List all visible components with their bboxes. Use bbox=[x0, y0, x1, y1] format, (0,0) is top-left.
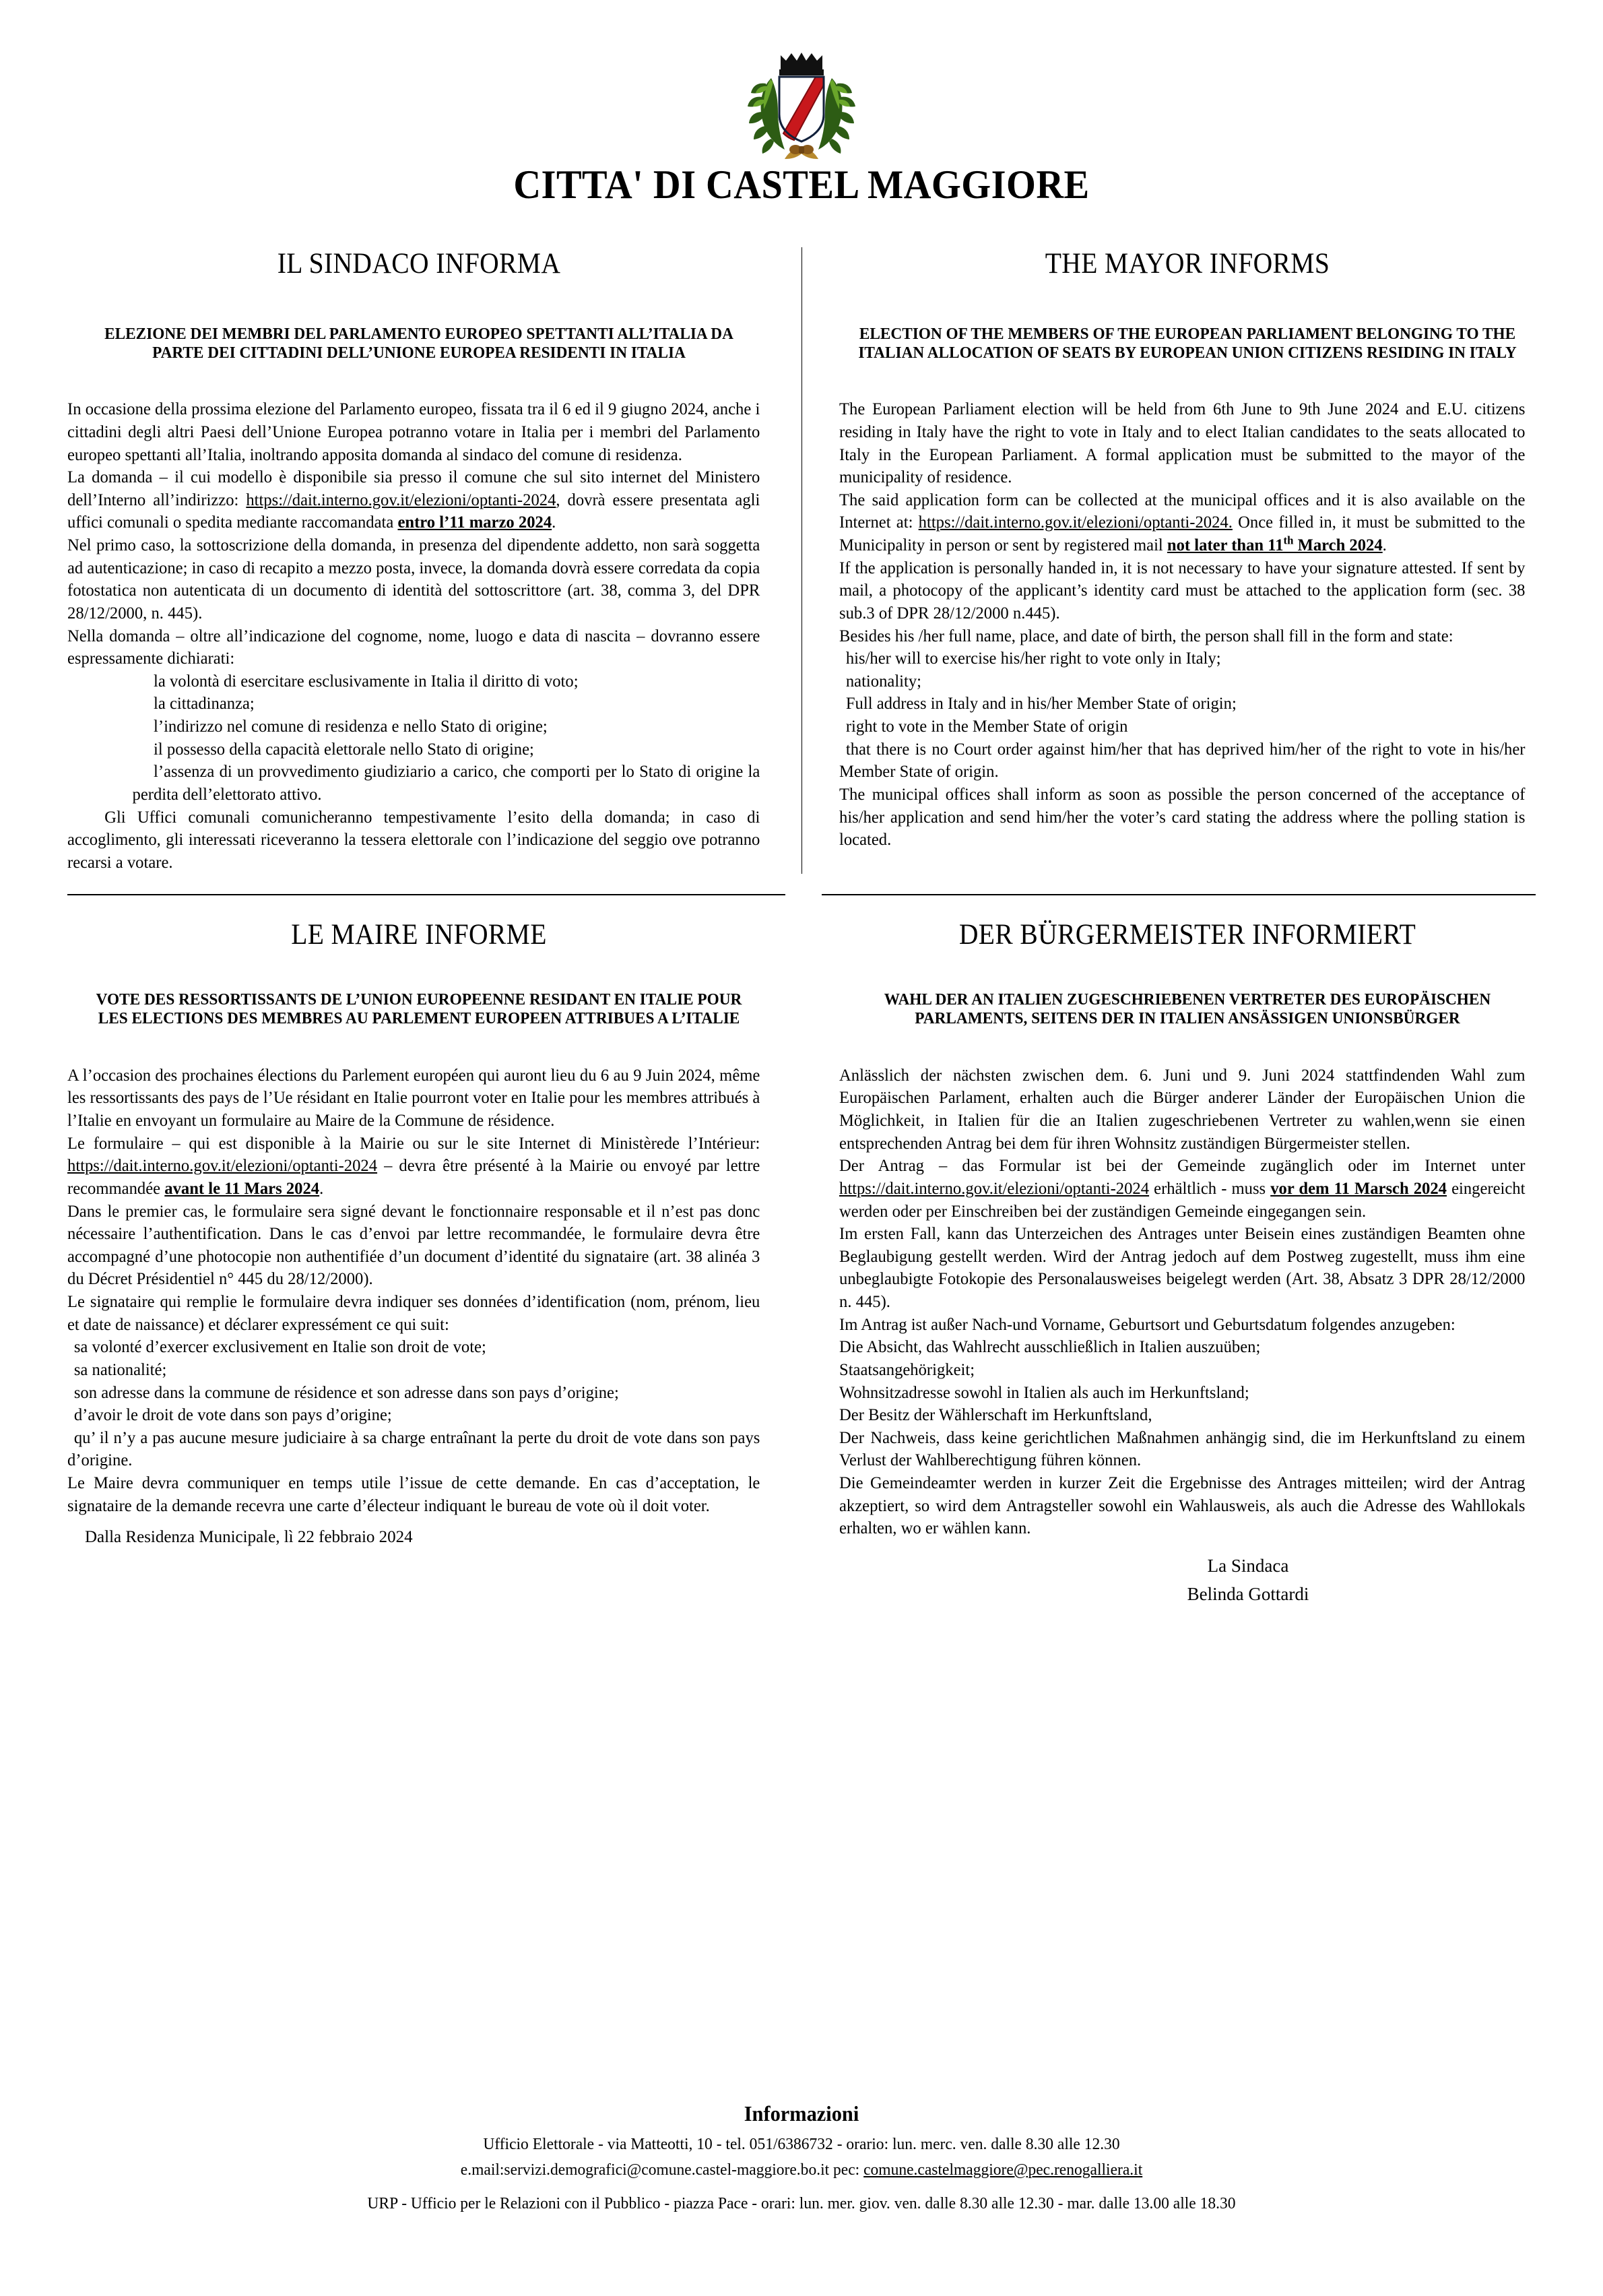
paragraph-text: La domanda – il cui modello è disponibile sia presso il comune che sul sito internet del Ministero dell’Interno all’indirizzo: bbox=[67, 468, 760, 509]
list-item: l’assenza di un provvedimento giudiziario a carico, che comporti per lo Stato di origine la perdita dell’elettorato attivo. bbox=[132, 763, 760, 804]
footer-title: Informazioni bbox=[744, 2101, 859, 2126]
paragraph: Die Gemeindeamter werden in kurzer Zeit die Ergebnisse des Antrages mitteilen; wird der Antrag akzeptiert, so wird dem Antragsteller sowohl ein Wahlausweis, als auch die Adresse des Wahllokals erhalten, wo er wählen kann. bbox=[839, 1474, 1526, 1538]
section-body-german bbox=[839, 1064, 1525, 1540]
paragraph-text: Der Antrag – das Formular ist bei der Gemeinde zugänglich oder im Internet unter bbox=[839, 1157, 1526, 1176]
pec-email-link[interactable]: comune.castelmaggiore@pec.renogalliera.it bbox=[863, 2161, 1143, 2179]
list-item: l’indirizzo nel comune di residenza e nello Stato di origine; bbox=[154, 718, 548, 736]
section-title-english: THE MAYOR INFORMS bbox=[1045, 248, 1330, 280]
separator-right bbox=[802, 894, 1536, 895]
paragraph: Nel primo caso, la sottoscrizione della domanda, in presenza del dipendente addetto, non sarà soggetta ad autenticazione; in caso di recapito a mezzo posta, invece, la domanda dovrà essere corredata da copia fotostatica non autenticata di un documento di identità del sottoscrittore (art. 38, comma 3, del DPR 28/12/2000, n. 445). bbox=[67, 536, 760, 623]
list-item: that there is no Court order against him/her that has deprived him/her of the right to vote in his/her Member State of origin. bbox=[839, 740, 1526, 782]
list-item: Full address in Italy and in his/her Member State of origin; bbox=[845, 695, 1237, 713]
paragraph: The municipal offices shall inform as soon as possible the person concerned of the acceptance of his/her application and send him/her the voter’s card stating the address where the polling station is located. bbox=[839, 785, 1526, 850]
section-german bbox=[802, 918, 1536, 1608]
row-italian-english bbox=[67, 247, 1536, 874]
deadline-french: avant le 11 Mars 2024 bbox=[164, 1179, 320, 1198]
paragraph bbox=[67, 1133, 760, 1201]
list-item: son adresse dans la commune de résidence et son adresse dans son pays d’origine; bbox=[73, 1383, 619, 1402]
list-item: Staatsangehörigkeit; bbox=[839, 1360, 975, 1379]
paragraph: Le Maire devra communiquer en temps utile l’issue de cette demande. En cas d’acceptation, le signataire de la demande recevra une carte d’électeur indiquant le bureau de vote où il doit voter. bbox=[67, 1474, 760, 1515]
list-item: sa nationalité; bbox=[73, 1360, 167, 1379]
footer-email-line bbox=[32, 2157, 1571, 2183]
section-subtitle-german: WAHL DER AN ITALIEN ZUGESCHRIEBENEN VERTRETER DES EUROPÄISCHEN PARLAMENTS, SEITENS DER IN ITALIEN ANSÄSSIGEN UNIONSBÜRGER bbox=[884, 990, 1491, 1028]
paragraph: Le signataire qui remplie le formulaire devra indiquer ses données d’identification (nom, prénom, lieu et date de naissance) et déclarer expressément ce qui suit: bbox=[67, 1293, 760, 1334]
paragraph: Anlässlich der nächsten zwischen dem. 6. Juni und 9. Juni 2024 stattfindenden Wahl zum Europäischen Parlament, erhalten auch die Bürger anderer Länder der Europäischen Union die Möglichkeit, in Italien für die an Italien zugeschriebenen Vertreter zu wahlen,wenn sie einen entsprechenden Antrag bei dem für ihren Wohnsitz zuständigen Bürgermeister stellen. bbox=[839, 1066, 1526, 1153]
list-item: right to vote in the Member State of origin bbox=[845, 718, 1128, 736]
list-item: Der Besitz der Wählerschaft im Herkunftsland, bbox=[839, 1406, 1152, 1425]
paragraph bbox=[839, 489, 1525, 557]
deadline-italian: entro l’11 marzo 2024 bbox=[397, 513, 552, 532]
deadline-prefix: not later than 11 bbox=[1167, 536, 1284, 555]
paragraph: Dans le premier cas, le formulaire sera signé devant le fonctionnaire responsable et il n’est pas donc nécessaire l’authentification. Dans le cas d’envoi par lettre recommandée, le formulaire devra être accompagné d’une photocopie non authentifiée d’un document d’identité du signataire (art. 38 alinéa 3 du Décret Présidentiel n° 445 du 28/12/2000). bbox=[67, 1202, 760, 1289]
signature-role: La Sindaca bbox=[1207, 1555, 1289, 1576]
coat-of-arms-icon bbox=[742, 39, 861, 171]
list-item: qu’ il n’y a pas aucune mesure judiciaire à sa charge entraînant la perte du droit de vote dans son pays d’origine. bbox=[67, 1428, 760, 1470]
section-body-italian bbox=[67, 398, 760, 874]
list-item: Die Absicht, das Wahlrecht ausschließlich in Italien auszuüben; bbox=[839, 1338, 1261, 1357]
deadline-suffix: March 2024 bbox=[1293, 536, 1383, 555]
ministry-form-link[interactable]: https://dait.interno.gov.it/elezioni/optanti-2024 bbox=[839, 1179, 1150, 1198]
deadline-german: vor dem 11 Marsch 2024 bbox=[1270, 1179, 1447, 1198]
footer-office-line: Ufficio Elettorale - via Matteotti, 10 - tel. 051/6386732 - orario: lun. merc. ven. dalle 8.30 alle 12.30 bbox=[483, 2135, 1120, 2154]
paragraph bbox=[67, 466, 760, 534]
list-item: la volontà di esercitare esclusivamente in Italia il diritto di voto; bbox=[154, 672, 579, 691]
list-item: il possesso della capacità elettorale nello Stato di origine; bbox=[154, 740, 534, 759]
paragraph-text: Le formulaire – qui est disponible à la Mairie ou sur le site Internet di Ministèrede l’Intérieur: bbox=[67, 1134, 760, 1153]
list-item: Wohnsitzadresse sowohl in Italien als auch im Herkunftsland; bbox=[839, 1383, 1249, 1402]
ministry-form-link[interactable]: https://dait.interno.gov.it/elezioni/optanti-2024. bbox=[918, 513, 1233, 532]
crest-container bbox=[67, 0, 1536, 135]
paragraph: The European Parliament election will be held from 6th June to 9th June 2024 and E.U. citizens residing in Italy have the right to vote in Italy and to elect Italian candidates to the seats allocated to Italy in the European Parliament. A formal application must be submitted to the mayor of the municipality of residence. bbox=[839, 400, 1526, 487]
section-english bbox=[802, 247, 1536, 874]
deadline-english bbox=[1167, 536, 1383, 554]
section-subtitle-english: ELECTION OF THE MEMBERS OF THE EUROPEAN PARLIAMENT BELONGING TO THE ITALIAN ALLOCATION OF SEATS BY EUROPEAN UNION CITIZENS RESIDING IN ITALY bbox=[858, 325, 1517, 362]
list-item: la cittadinanza; bbox=[154, 695, 255, 713]
date-line: Dalla Residenza Municipale, lì 22 febbraio 2024 bbox=[85, 1528, 413, 1547]
signature-name: Belinda Gottardi bbox=[1187, 1583, 1309, 1604]
paragraph-text: . bbox=[552, 513, 556, 532]
section-title-german: DER BÜRGERMEISTER INFORMIERT bbox=[958, 919, 1416, 951]
signature-block bbox=[839, 1552, 1536, 1609]
section-italian bbox=[67, 247, 802, 874]
separator-left bbox=[67, 894, 802, 895]
row-french-german bbox=[67, 918, 1536, 1608]
paragraph-text: eingereicht werden oder per Einschreiben bei der zuständigen Gemeinde eingegangen sein. bbox=[839, 1179, 1526, 1221]
paragraph-text: . bbox=[1382, 536, 1387, 555]
ordinal-suffix: th bbox=[1283, 534, 1294, 547]
paragraph bbox=[839, 1155, 1525, 1223]
paragraph: Im ersten Fall, kann das Unterzeichen des Antrages unter Beisein eines zuständigen Beamten ohne Beglaubigung gestellt werden. Wird der Antrag jedoch auf dem Postweg zugestellt, muss ihm eine unbeglaubigte Fotokopie des Personalausweises beigelegt werden (Art. 38, Absatz 3 DPR 28/12/2000 n. 445). bbox=[839, 1225, 1526, 1312]
paragraph: In occasione della prossima elezione del Parlamento europeo, fissata tra il 6 ed il 9 giugno 2024, anche i cittadini degli altri Paesi dell’Unione Europea potranno votare in Italia per i membri del Parlamento europeo spettanti all’Italia, inoltrando apposita domanda al sindaco del comune di residenza. bbox=[67, 400, 760, 464]
section-french bbox=[67, 918, 802, 1608]
page-title: CITTA' DI CASTEL MAGGIORE bbox=[513, 162, 1090, 207]
paragraph: Besides his /her full name, place, and date of birth, the person shall fill in the form and state: bbox=[839, 627, 1453, 645]
footer-urp-line: URP - Ufficio per le Relazioni con il Pubblico - piazza Pace - orari: lun. mer. giov. ven. dalle 8.30 alle 12.30 - mar. dalle 13.00 alle 18.30 bbox=[367, 2194, 1236, 2213]
list-item: d’avoir le droit de vote dans son pays d’origine; bbox=[73, 1406, 392, 1425]
ministry-form-link[interactable]: https://dait.interno.gov.it/elezioni/optanti-2024 bbox=[246, 490, 556, 509]
paragraph-text: . bbox=[319, 1179, 324, 1198]
ministry-form-link[interactable]: https://dait.interno.gov.it/elezioni/optanti-2024 bbox=[67, 1157, 378, 1176]
paragraph-text: , dovrà essere presentata agli uffici comunali o spedita mediante raccomandata bbox=[67, 490, 760, 532]
paragraph: A l’occasion des prochaines élections du Parlement européen qui auront lieu du 6 au 9 Juin 2024, même les ressortissants des pays de l’Ue résidant en Italie pourront voter en Italie pour les membres attribués à l’Italie en envoyant un formulaire au Maire de la Commune de résidence. bbox=[67, 1066, 760, 1130]
section-body-french bbox=[67, 1064, 760, 1518]
paragraph-text: Once filled in, it must be submitted to the Municipality in person or sent by registered mail bbox=[839, 513, 1526, 555]
section-body-english bbox=[839, 398, 1525, 852]
section-subtitle-french: VOTE DES RESSORTISSANTS DE L’UNION EUROPEENNE RESIDANT EN ITALIE POUR LES ELECTIONS DES MEMBRES AU PARLEMENT EUROPEEN ATTRIBUES A L’ITALIE bbox=[96, 990, 742, 1028]
list-item: Der Nachweis, dass keine gerichtlichen Maßnahmen anhängig sind, die im Herkunftsland zu einem Verlust der Wahlberechtigung führen können. bbox=[839, 1428, 1526, 1470]
paragraph: If the application is personally handed in, it is not necessary to have your signature attested. If sent by mail, a photocopy of the applicant’s identity card must be attached to the application form (sec. 38 sub.3 of DPR 28/12/2000 n.445). bbox=[839, 559, 1526, 623]
footer-information bbox=[0, 2101, 1603, 2217]
paragraph-text: erhältlich - muss bbox=[1149, 1179, 1271, 1198]
section-separator-row bbox=[67, 894, 1536, 895]
paragraph-text: The said application form can be collected at the municipal offices and it is also available on the Internet at: bbox=[839, 490, 1526, 532]
section-subtitle-italian: ELEZIONE DEI MEMBRI DEL PARLAMENTO EUROPEO SPETTANTI ALL’ITALIA DA PARTE DEI CITTADINI DELL’UNIONE EUROPEA RESIDENTI IN ITALIA bbox=[104, 325, 733, 362]
section-title-italian: IL SINDACO INFORMA bbox=[277, 248, 561, 280]
paragraph-text: – devra être présenté à la Mairie ou envoyé par lettre recommandée bbox=[67, 1157, 760, 1198]
section-title-french: LE MAIRE INFORME bbox=[291, 919, 547, 951]
list-item: nationality; bbox=[845, 672, 922, 691]
paragraph: Im Antrag ist außer Nach-und Vorname, Geburtsort und Geburtsdatum folgendes anzugeben: bbox=[839, 1315, 1455, 1334]
list-item: sa volonté d’exercer exclusivement en Italie son droit de vote; bbox=[73, 1338, 486, 1357]
footer-email-text: e.mail:servizi.demografici@comune.castel-maggiore.bo.it pec: bbox=[460, 2161, 864, 2179]
paragraph: Nella domanda – oltre all’indicazione del cognome, nome, luogo e data di nascita – dovranno essere espressamente dichiarati: bbox=[67, 627, 760, 668]
list-item: his/her will to exercise his/her right to vote only in Italy; bbox=[845, 649, 1221, 668]
paragraph: Gli Uffici comunali comunicheranno tempestivamente l’esito della domanda; in caso di accoglimento, gli interessati riceveranno la tessera elettorale con l’indicazione del seggio ove potranno recarsi a votare. bbox=[67, 808, 760, 872]
